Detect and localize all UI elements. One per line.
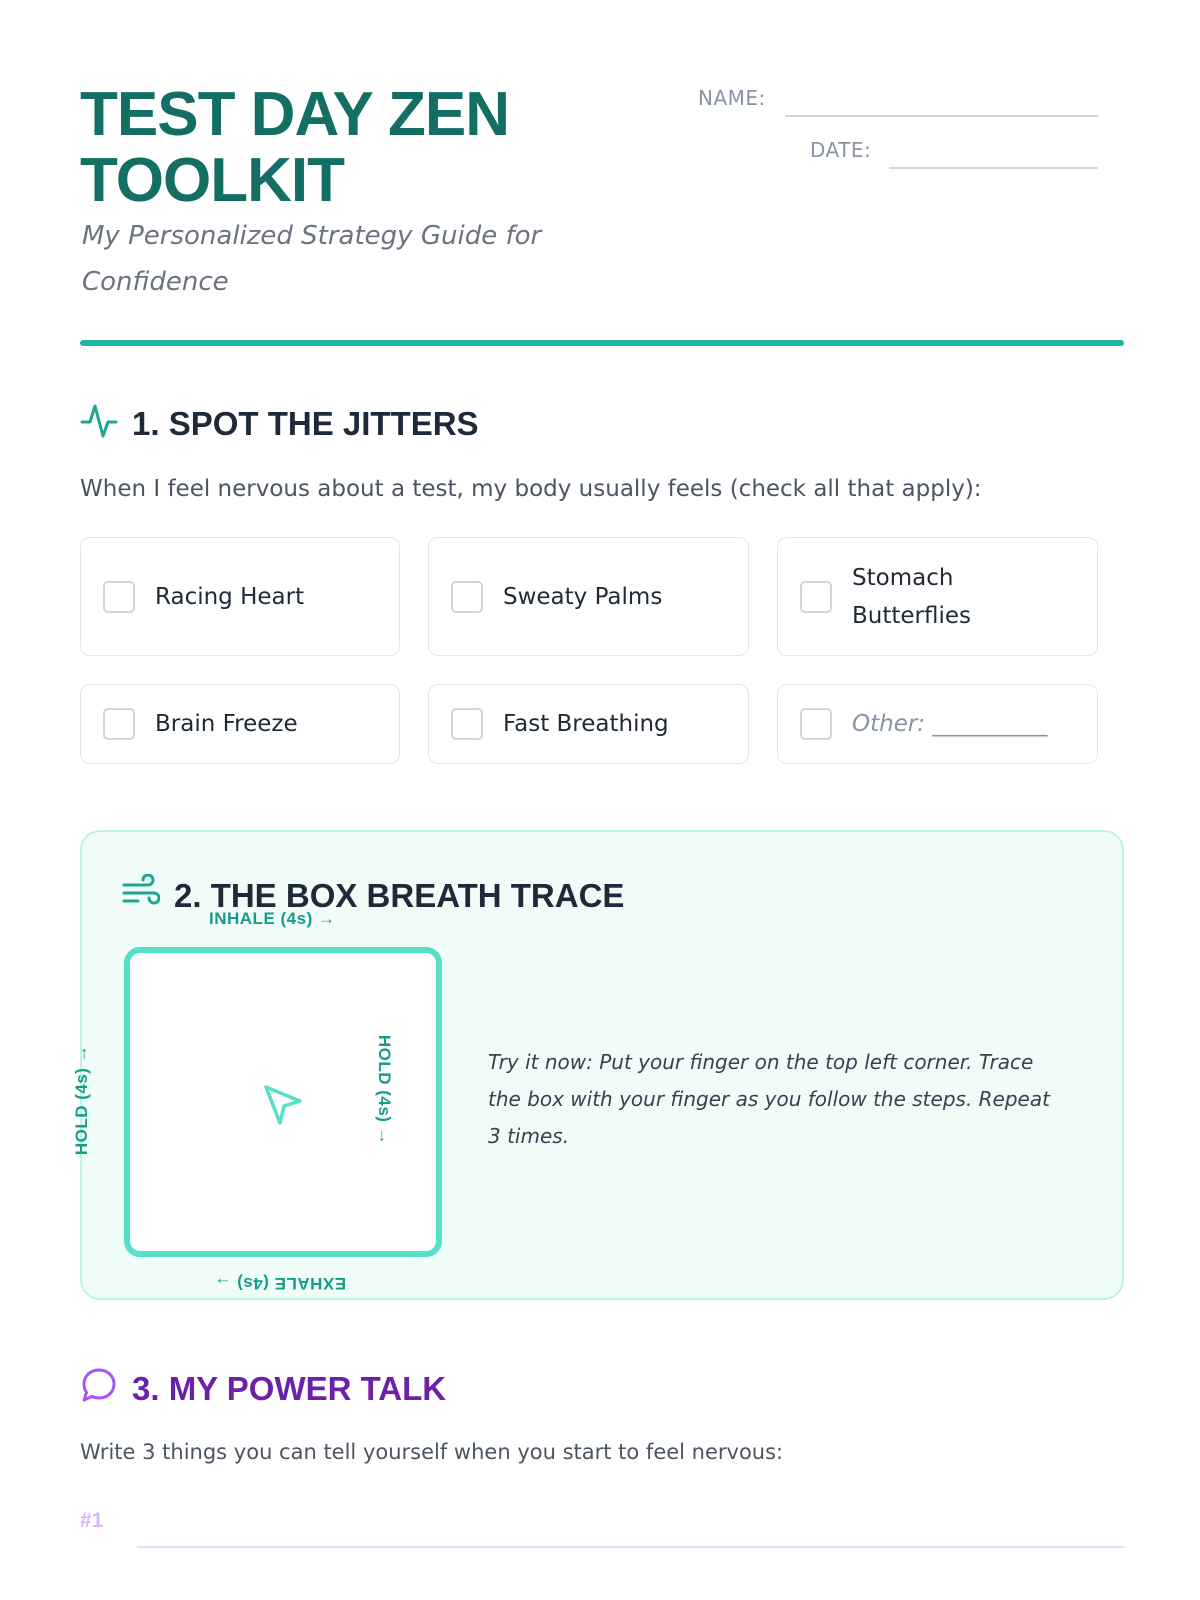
symptom-label: Sweaty Palms [503, 583, 663, 610]
symptom-label: Brain Freeze [155, 711, 298, 737]
section-1-title: 1. SPOT THE JITTERS [132, 405, 479, 442]
date-label: DATE: [810, 138, 872, 162]
checkbox[interactable] [103, 708, 135, 740]
title-line-1: TEST DAY ZEN [80, 80, 509, 149]
symptom-option[interactable] [80, 537, 400, 656]
section-3-title: 3. MY POWER TALK [132, 1370, 447, 1407]
symptom-option[interactable] [428, 684, 749, 764]
section-3-prompt: Write 3 things you can tell yourself when you start to feel nervous: [80, 1440, 784, 1464]
symptom-option[interactable] [777, 537, 1098, 656]
section-2-title: 2. THE BOX BREATH TRACE [174, 877, 625, 914]
header-divider [80, 340, 1124, 346]
inhale-label: INHALE (4s) → [209, 909, 336, 928]
breath-instructions: Try it now: Put your finger on the top left corner. Trace the box with your finger as you follow the steps. Repeat 3 times. [488, 1050, 1050, 1148]
section-1-prompt: When I feel nervous about a test, my body usually feels (check all that apply): [80, 476, 982, 502]
power-talk-input-1[interactable] [137, 1546, 1124, 1548]
checkbox[interactable] [800, 708, 832, 740]
speech-bubble-icon [80, 1366, 118, 1412]
checkbox[interactable] [451, 708, 483, 740]
title-line-2: TOOLKIT [80, 146, 344, 215]
entry-number: #1 [80, 1509, 104, 1532]
checkbox[interactable] [103, 581, 135, 613]
page-title [80, 82, 509, 214]
checkbox[interactable] [451, 581, 483, 613]
symptom-label: Racing Heart [155, 583, 305, 610]
wind-icon [122, 874, 160, 918]
date-field[interactable] [889, 167, 1098, 169]
breath-trace-box[interactable] [124, 947, 442, 1257]
symptom-label: Fast Breathing [503, 711, 669, 737]
hold-left-label: HOLD (4s) → [72, 1044, 91, 1156]
symptom-option[interactable] [80, 684, 400, 764]
symptom-option[interactable] [428, 537, 749, 656]
name-field[interactable] [785, 115, 1098, 117]
symptom-option-other[interactable] [777, 684, 1098, 764]
section-3-heading [80, 1366, 446, 1412]
pulse-icon [80, 400, 118, 448]
name-label: NAME: [698, 86, 766, 110]
symptom-label: Stomach Butterflies [852, 564, 972, 629]
section-2-heading [122, 874, 624, 918]
cursor-icon [258, 1081, 306, 1133]
checkbox[interactable] [800, 581, 832, 613]
exhale-label: EXHALE (4s) → [213, 1274, 347, 1293]
section-1-heading [80, 400, 479, 448]
hold-right-label: HOLD (4s) → [375, 1034, 394, 1146]
other-label: Other: __________ [852, 711, 1048, 737]
page-subtitle: My Personalized Strategy Guide for Confidence [82, 221, 542, 297]
